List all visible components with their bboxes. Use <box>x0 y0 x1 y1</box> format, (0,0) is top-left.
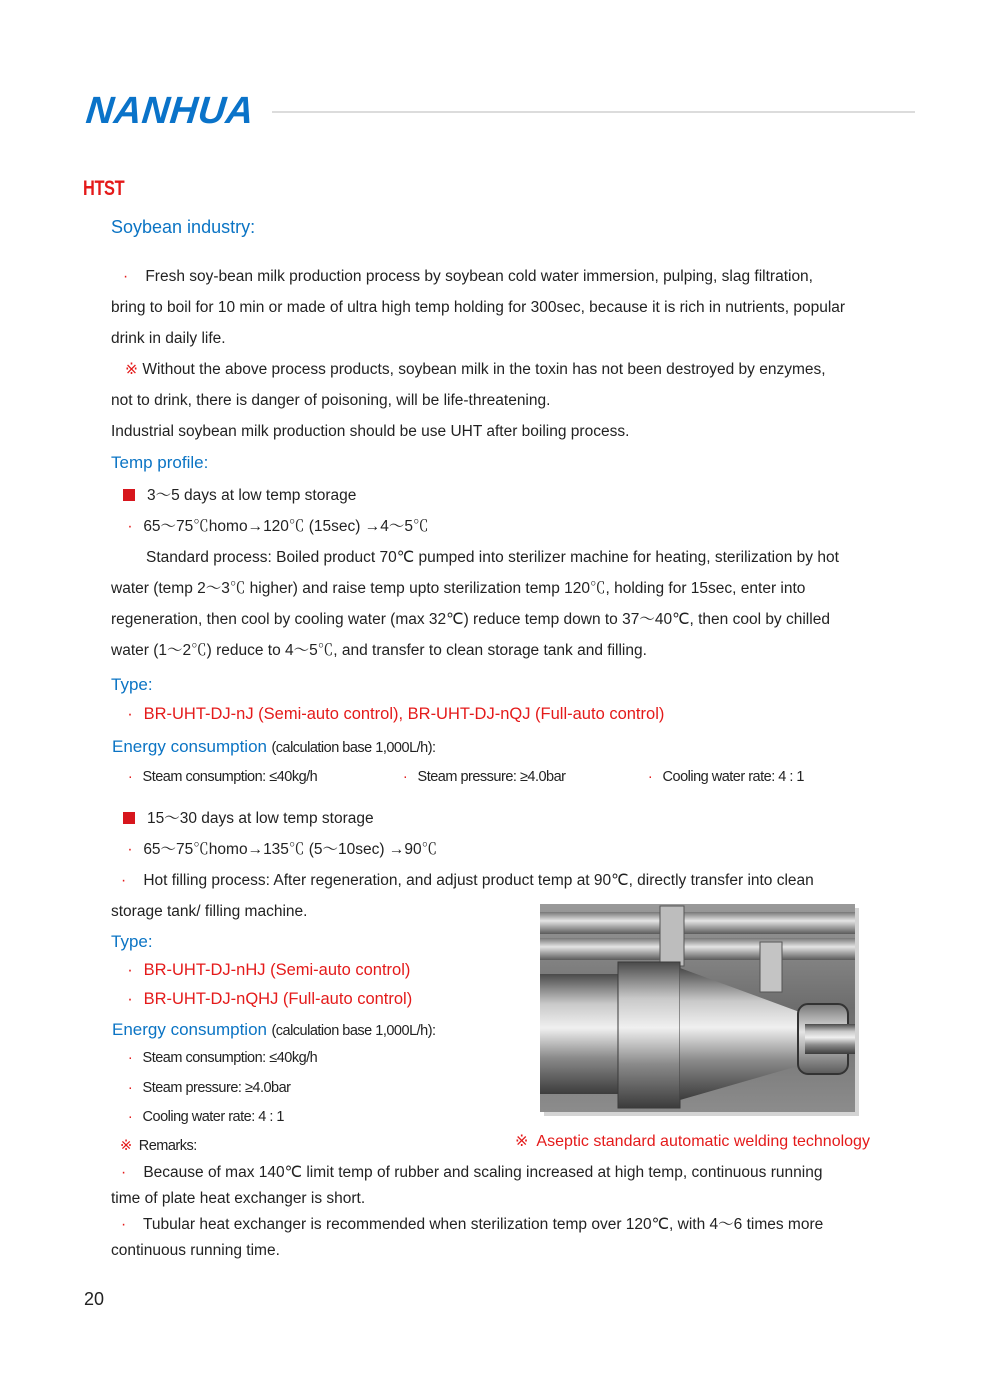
bullet-icon: · <box>127 1080 133 1096</box>
industrial-note: Industrial soybean milk production should be use UHT after boiling process. <box>111 423 630 440</box>
bullet-icon: · <box>402 769 408 785</box>
reference-mark-icon: ※ <box>125 361 138 378</box>
type-value: BR-UHT-DJ-nHJ (Semi-auto control) <box>143 961 411 979</box>
option2-profile: 65～75℃homo→135℃ (5～10sec) →90℃ <box>143 841 438 858</box>
option1-title: 3～5 days at low temp storage <box>147 487 357 504</box>
option2-type-2 <box>121 990 412 1009</box>
hot-filling-line: Hot filling process: After regeneration, and adjust product temp at 90℃, directly transfer into clean <box>143 872 814 889</box>
process-line: regeneration, then cool by cooling water (max 32℃) reduce temp down to 37～40℃, then cool by chilled <box>111 611 830 628</box>
reference-mark-icon: ※ <box>515 1133 529 1150</box>
bullet-icon: · <box>127 518 133 535</box>
remarks-heading-row <box>120 1138 197 1154</box>
option1-energy-heading-row <box>112 737 436 757</box>
bullet-icon: · <box>127 841 133 858</box>
red-square-icon <box>123 812 135 824</box>
red-square-icon <box>123 489 135 501</box>
page-number: 20 <box>84 1289 105 1309</box>
steam-pressure-value: Steam pressure: ≥4.0bar <box>417 769 566 785</box>
warning-line: not to drink, there is danger of poisoning, will be life-threatening. <box>111 392 551 409</box>
bullet-icon: · <box>127 705 133 723</box>
option1-type-row <box>121 705 664 724</box>
bullet-icon: · <box>123 268 129 285</box>
caption-text: Aseptic standard automatic welding technology <box>536 1133 870 1150</box>
option1-type-value: BR-UHT-DJ-nJ (Semi-auto control), BR-UHT-DJ-nQJ (Full-auto control) <box>143 705 665 723</box>
intro-line: bring to boil for 10 min or made of ultra high temp holding for 300sec, because it is rich in nutrients, popular <box>111 299 846 316</box>
type-value: BR-UHT-DJ-nQHJ (Full-auto control) <box>143 990 413 1008</box>
option1-cooling-water <box>641 769 804 785</box>
option2-profile-row <box>121 834 437 865</box>
steam-pressure-value: Steam pressure: ≥4.0bar <box>142 1080 291 1096</box>
option2-energy-heading-row <box>112 1020 436 1040</box>
bullet-icon: · <box>127 1109 133 1125</box>
brand-logo: NANHUA <box>84 90 257 132</box>
remark-line: time of plate heat exchanger is short. <box>111 1190 366 1207</box>
bullet-icon: · <box>127 961 133 979</box>
remark-line: continuous running time. <box>111 1242 280 1259</box>
option2-type-heading: Type: <box>111 932 153 951</box>
bullet-icon: · <box>127 990 133 1008</box>
option1-profile: 65～75℃homo→120℃ (15sec) →4～5℃ <box>143 518 429 535</box>
energy-base: (calculation base 1,000L/h): <box>271 740 436 756</box>
bullet-icon: · <box>121 1164 127 1181</box>
energy-heading: Energy consumption <box>112 1020 267 1039</box>
option2-type-1 <box>121 961 410 980</box>
remarks-list <box>111 1160 887 1264</box>
soybean-heading: Soybean industry: <box>111 217 256 237</box>
option2-title-row <box>123 803 374 834</box>
intro-line: drink in daily life. <box>111 330 226 347</box>
header-rule <box>272 111 915 113</box>
energy-base: (calculation base 1,000L/h): <box>271 1023 436 1039</box>
remark-line: Because of max 140℃ limit temp of rubber and scaling increased at high temp, continuous running <box>143 1164 823 1181</box>
intro-paragraph <box>111 261 889 447</box>
option1-standard-process <box>111 542 889 666</box>
heat-exchanger-photo <box>540 904 855 1112</box>
warning-line: Without the above process products, soybean milk in the toxin has not been destroyed by enzymes, <box>142 361 826 378</box>
option2-steam-pressure <box>121 1080 291 1096</box>
remark-line: Tubular heat exchanger is recommended when sterilization temp over 120℃, with 4～6 times more <box>143 1216 824 1233</box>
reference-mark-icon: ※ <box>120 1138 132 1154</box>
process-line: water (1～2℃) reduce to 4～5℃, and transfer to clean storage tank and filling. <box>111 642 647 659</box>
option1-type-heading: Type: <box>111 675 153 694</box>
bullet-icon: · <box>121 872 127 889</box>
temp-profile-heading: Temp profile: <box>111 453 209 472</box>
steam-consumption-value: Steam consumption: ≤40kg/h <box>142 769 318 785</box>
bullet-icon: · <box>127 769 133 785</box>
bullet-icon: · <box>647 769 653 785</box>
bullet-icon: · <box>127 1050 133 1066</box>
option2-cooling-water <box>121 1109 284 1125</box>
process-line: water (temp 2～3℃ higher) and raise temp upto sterilization temp 120℃, holding for 15sec, enter into <box>111 580 806 597</box>
process-line: Standard process: Boiled product 70℃ pumped into sterilizer machine for heating, sterilization by hot <box>146 549 839 566</box>
section-title: HTST <box>83 177 125 200</box>
option1-title-row <box>123 480 356 511</box>
hot-filling-line: storage tank/ filling machine. <box>111 903 308 920</box>
option2-steam-consumption <box>121 1050 317 1066</box>
option1-steam-consumption <box>121 769 317 785</box>
option2-title: 15～30 days at low temp storage <box>147 810 374 827</box>
cooling-water-value: Cooling water rate: 4 : 1 <box>142 1109 284 1125</box>
intro-line: Fresh soy-bean milk production process by soybean cold water immersion, pulping, slag filtration, <box>145 268 813 285</box>
option1-steam-pressure <box>396 769 566 785</box>
steam-consumption-value: Steam consumption: ≤40kg/h <box>142 1050 318 1066</box>
energy-heading: Energy consumption <box>112 737 267 756</box>
pipe-illustration <box>540 904 855 1112</box>
bullet-icon: · <box>121 1216 127 1233</box>
cooling-water-value: Cooling water rate: 4 : 1 <box>662 769 804 785</box>
photo-caption <box>515 1131 870 1151</box>
remarks-heading: Remarks: <box>138 1138 197 1154</box>
option1-profile-row <box>121 511 428 542</box>
